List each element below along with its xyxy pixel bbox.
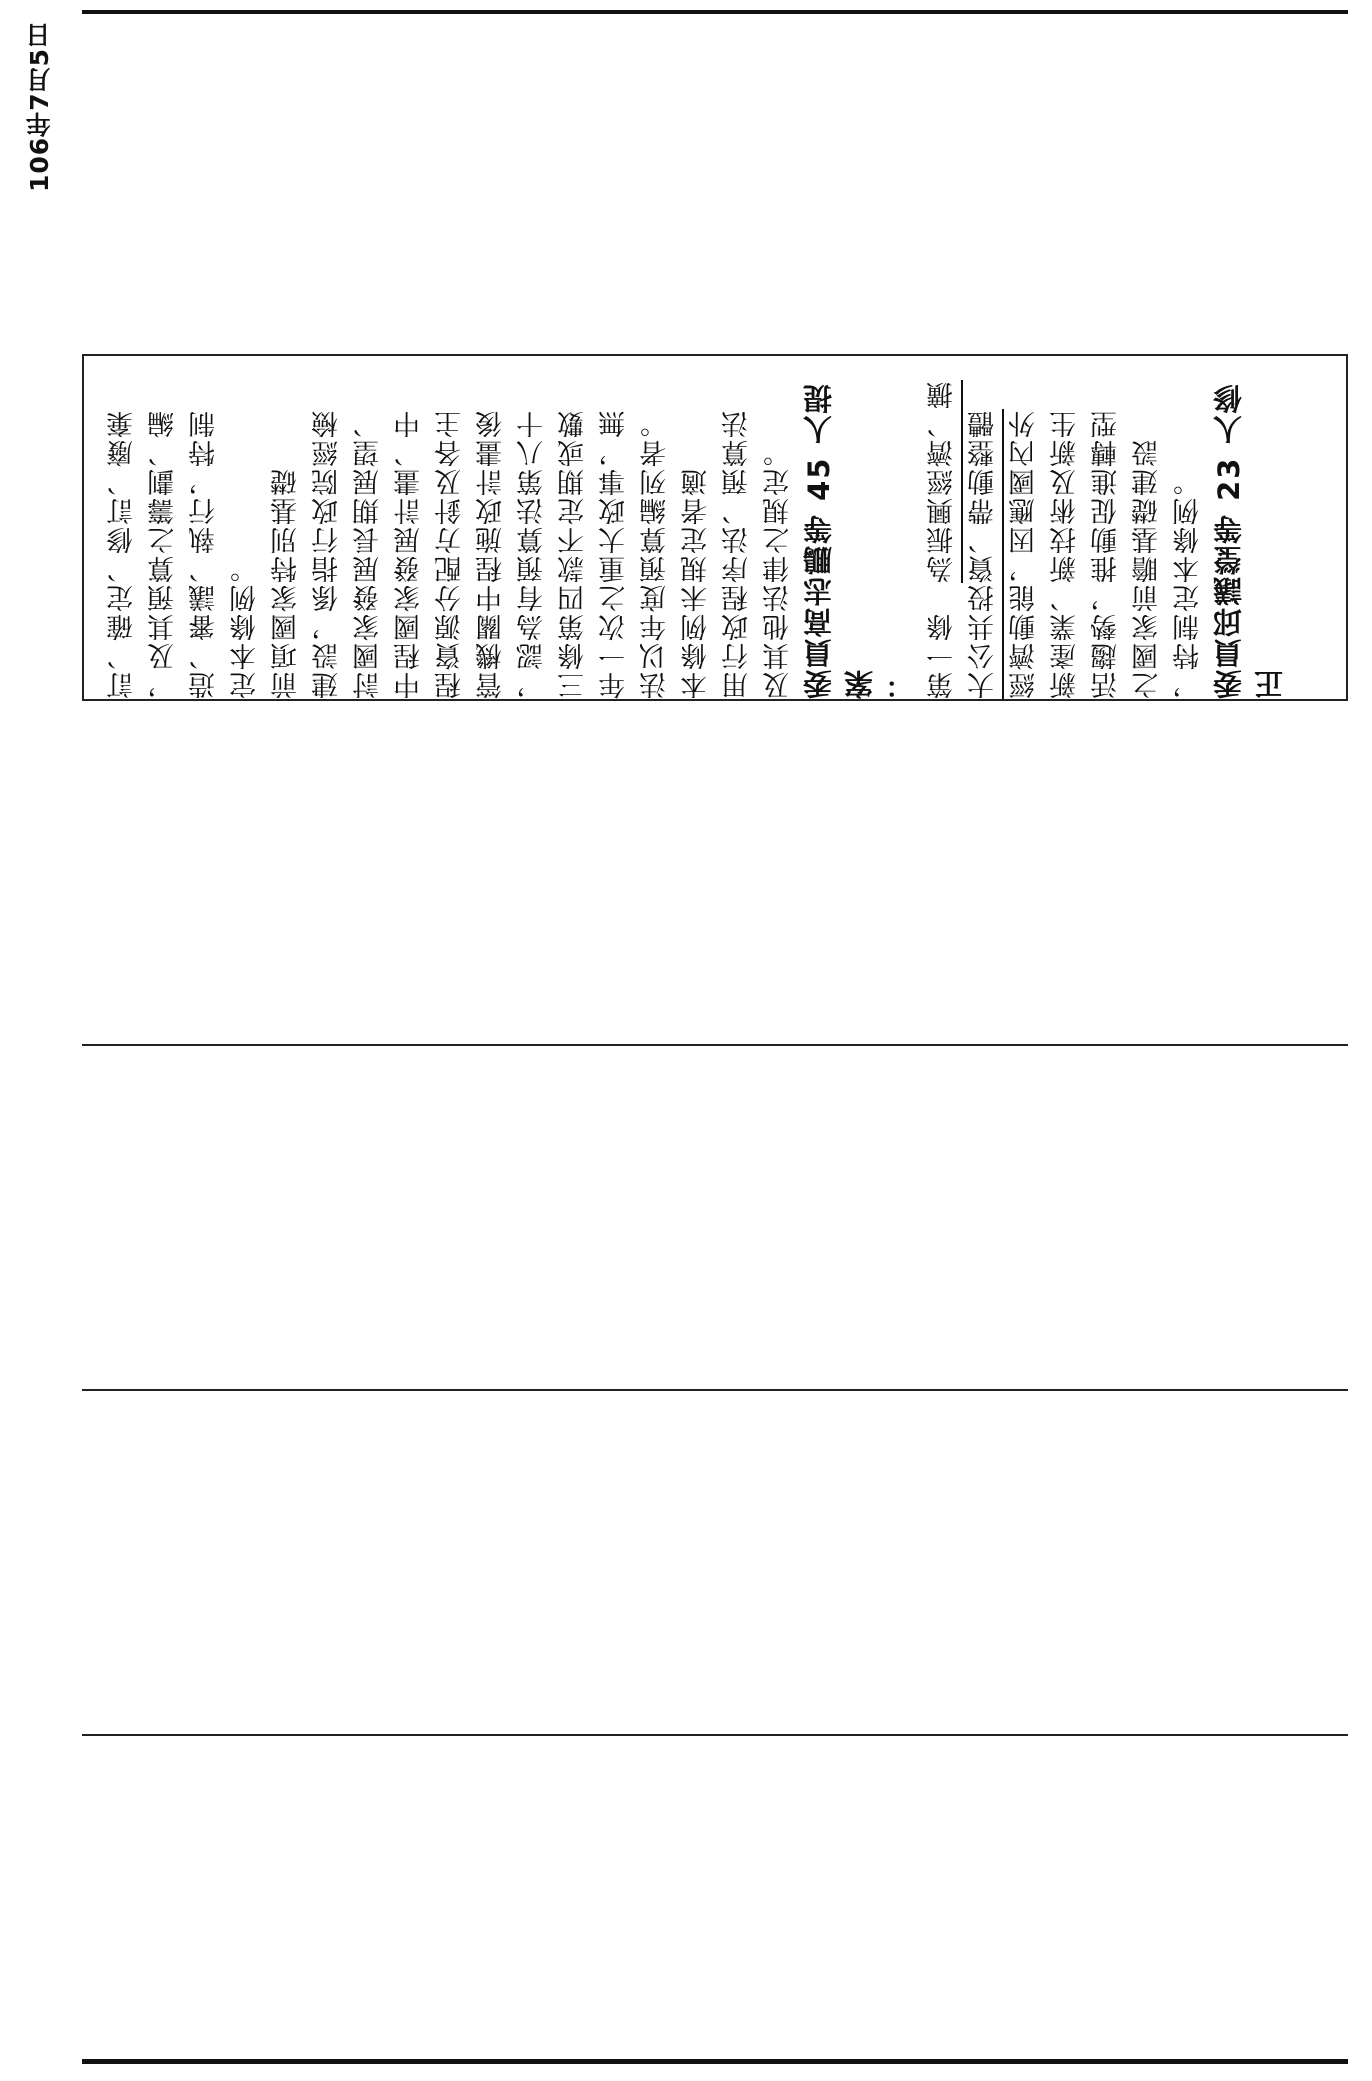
para-2-line-2: 建設，係指行政院經檢 [312,409,343,699]
para-2-line-5: 程資源分配方針及各主 [435,409,466,699]
article-1-line-4: 新產業、新技術及新生 [1050,409,1081,699]
para-2-line-4: 中程國家發展計畫、中 [394,409,425,699]
top-rule [82,10,1348,14]
article-1-line-3: 經濟動能，因應國內外 [1009,409,1040,699]
para-2-line-7: ，認為有預算法第八十 [517,409,548,699]
para-2-line-8: 三條第四款不定期或數 [558,409,589,699]
article-1-line-5: 活趨勢，推動促進轉型 [1091,409,1122,699]
row-divider-5 [82,1734,1348,1736]
para-1-line-1: 訂、確定、修訂、廢棄 [107,409,138,699]
proposal-heading-1: 委員高志鵬等 45 人提案 [802,382,877,699]
row-divider-4 [82,1389,1348,1391]
column-text-first [102,355,1352,699]
para-1-line-2: ，及其預算之籌劃、編 [148,409,179,699]
article-1-line-2: 大公共投資、帶動整體 [968,409,999,699]
article-1-line-6: 之國家前瞻基礎建設 [1132,438,1163,699]
row-divider-3 [82,1044,1348,1046]
para-2-line-1: 前項國家特別基礎 [271,467,302,699]
para-2-line-6: 管機關中程施政計畫後 [476,409,507,699]
proposal-heading-2: 委員邱議瑩等 23 人修正 [1212,382,1287,699]
page-date: 106年7月5日 [25,22,54,192]
para-3-line-1: 本條例未規定者適 [681,467,712,699]
para-3-line-2: 用行政程序法、預算法 [722,409,753,699]
para-2-line-3: 討國家發展長期展望、 [353,409,384,699]
article-1-line-1: 為振興經濟、擴 [927,380,958,583]
para-3-line-3: 及其他法律之規定。 [763,438,794,699]
article-1-line-7: ，特制定本條例。 [1173,467,1204,699]
heading-colon: ： [886,670,917,699]
article-1-first-line [922,355,963,699]
article-1-label: 第一條 [927,612,958,699]
para-2-line-10: 法以年度預算編列者。 [640,409,671,699]
para-1-line-3: 造、審議、執行，特制 [189,409,220,699]
bottom-rule [82,2059,1348,2064]
para-2-line-9: 年一次之重大政事，無 [599,409,630,699]
row-divider-2 [82,699,1348,701]
row-border-left [82,355,84,699]
para-1-line-4: 定本條例。 [230,554,261,699]
